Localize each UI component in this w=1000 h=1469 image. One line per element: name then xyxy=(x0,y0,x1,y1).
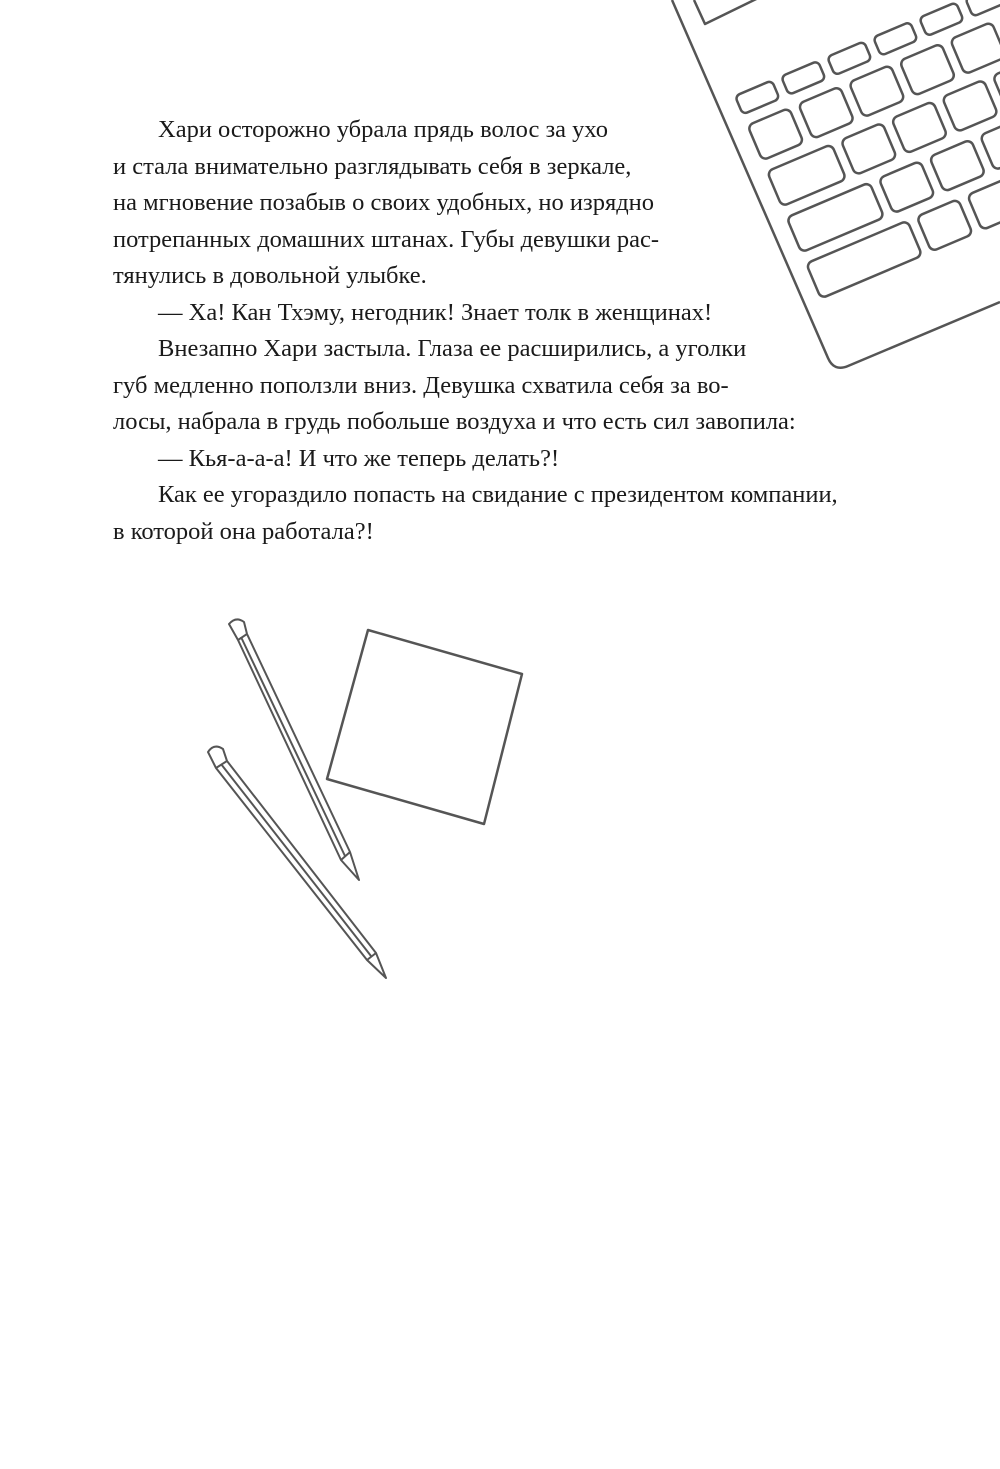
sticky-note-illustration xyxy=(327,630,522,824)
text-line: губ медленно поползли вниз. Девушка схватила себя за во- xyxy=(113,371,729,399)
text-line: Хари осторожно убрала прядь волос за ухо xyxy=(158,116,608,143)
text-line: — Кья-а-а-а! И что же теперь делать?! xyxy=(158,444,560,472)
text-line: и стала внимательно разглядывать себя в зеркале, xyxy=(113,152,632,180)
text-line: — Ха! Кан Тхэму, негодник! Знает толк в женщинах! xyxy=(158,298,713,326)
text-line: Внезапно Хари застыла. Глаза ее расширились, а уголки xyxy=(158,335,747,362)
text-line: лосы, набрала в грудь побольше воздуха и что есть сил завопила: xyxy=(113,408,796,435)
text-line: потрепанных домашних штанах. Губы девушки рас- xyxy=(113,225,660,253)
text-line: Как ее угораздило попасть на свидание с президентом компании, xyxy=(158,481,838,508)
text-line: тянулись в довольной улыбке. xyxy=(113,262,427,289)
pencil-illustration-lower xyxy=(208,747,386,978)
text-line: в которой она работала?! xyxy=(113,517,374,545)
pencil-illustration-upper xyxy=(229,619,359,880)
story-text xyxy=(113,112,903,550)
text-line: на мгновение позабыв о своих удобных, но изрядно xyxy=(113,189,655,216)
